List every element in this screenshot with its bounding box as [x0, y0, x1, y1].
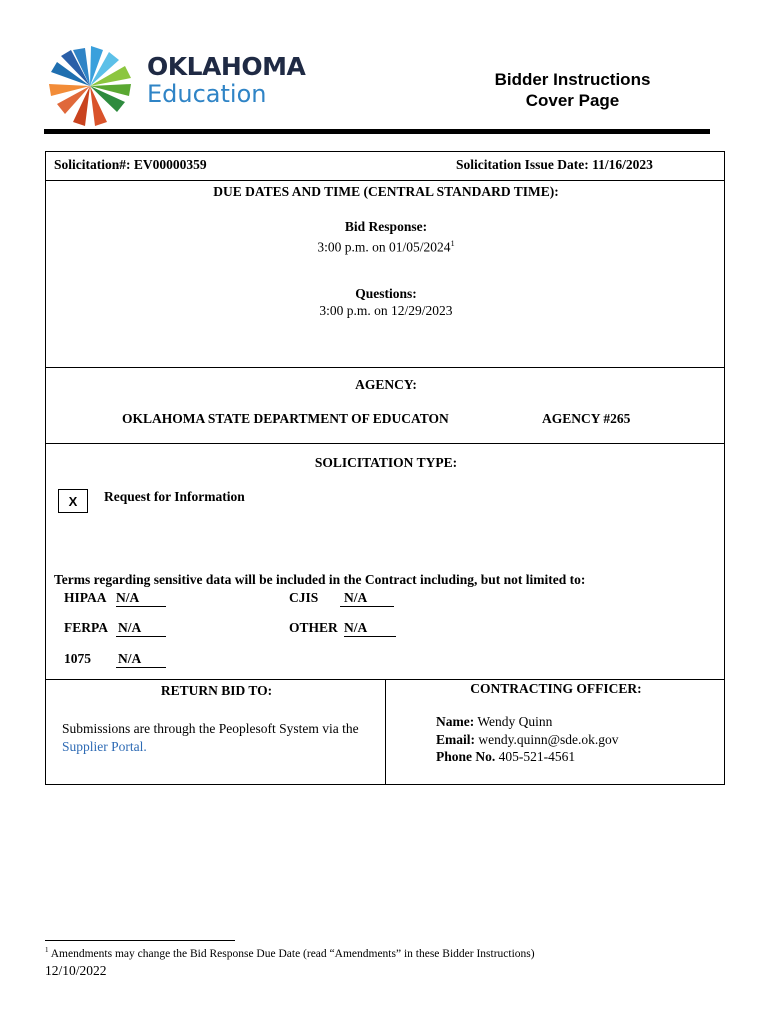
due-dates-section: [45, 180, 725, 368]
officer-email-label: Email:: [436, 732, 475, 747]
solicitation-type-section: [45, 443, 725, 680]
other-label: OTHER: [289, 620, 338, 635]
oklahoma-star-logo-icon: [45, 44, 135, 128]
footnote-text: Amendments may change the Bid Response Due Date (read “Amendments” in these Bidder Instructions): [50, 947, 535, 960]
bid-response-value: [46, 235, 726, 256]
agency-number: AGENCY #265: [542, 411, 631, 426]
ferpa-value: [116, 619, 166, 637]
agency-section: [45, 367, 725, 444]
supplier-portal-link[interactable]: Supplier Portal.: [62, 739, 147, 754]
officer-name-value: Wendy Quinn: [477, 714, 553, 729]
header-rule: [44, 129, 710, 134]
f1075-value-text: N/A: [118, 651, 142, 666]
officer-email-value[interactable]: wendy.quinn@sde.ok.gov: [478, 732, 619, 747]
officer-phone-value: 405-521-4561: [498, 749, 576, 764]
due-dates-heading: DUE DATES AND TIME (CENTRAL STANDARD TIME):: [213, 184, 559, 199]
contracting-officer-heading: CONTRACTING OFFICER:: [470, 681, 642, 696]
bid-response-date: 3:00 p.m. on 01/05/2024: [317, 239, 451, 255]
ferpa-label: FERPA: [64, 620, 108, 635]
other-value: [344, 619, 396, 637]
hipaa-label: HIPAA: [64, 590, 107, 605]
other-value-text: N/A: [344, 620, 368, 635]
solicitation-number: Solicitation#: EV00000359: [54, 157, 207, 172]
solicitation-type-heading: SOLICITATION TYPE:: [314, 455, 458, 470]
officer-phone-label: Phone No.: [436, 749, 496, 764]
officer-name: [436, 713, 552, 730]
f1075-label: 1075: [64, 651, 91, 666]
logo-line1: OKLAHOMA: [147, 52, 306, 81]
cjis-value: [340, 589, 394, 607]
ferpa-value-text: N/A: [118, 620, 142, 635]
hipaa-value-text: N/A: [116, 590, 140, 605]
cjis-label: CJIS: [289, 590, 319, 605]
officer-phone: [436, 748, 575, 765]
return-bid-heading: RETURN BID TO:: [160, 683, 273, 698]
questions-label: Questions:: [355, 286, 417, 301]
contracting-officer-section: [385, 679, 725, 785]
cjis-value-text: N/A: [344, 590, 368, 605]
rfi-checkbox[interactable]: X: [58, 489, 88, 513]
page-title: [470, 69, 675, 111]
hipaa-value: [116, 589, 166, 607]
solicitation-row: [45, 151, 725, 181]
footnote-number: 1: [45, 946, 49, 954]
rfi-label: Request for Information: [104, 489, 245, 504]
logo-line2: Education: [147, 80, 267, 108]
logo: [45, 44, 306, 128]
agency-name: OKLAHOMA STATE DEPARTMENT OF EDUCATON: [122, 411, 449, 426]
title-line1: Bidder Instructions: [494, 70, 651, 89]
solicitation-issue-date: Solicitation Issue Date: 11/16/2023: [456, 157, 653, 172]
agency-heading: AGENCY:: [355, 377, 417, 392]
footer-date: 12/10/2022: [45, 963, 107, 978]
footnote: [45, 946, 535, 960]
sensitive-terms-intro: Terms regarding sensitive data will be included in the Contract including, but not limited to:: [54, 572, 586, 587]
f1075-value: [116, 650, 166, 668]
return-bid-text: Submissions are through the Peoplesoft System via the: [62, 721, 359, 736]
officer-email: [436, 731, 619, 748]
questions-value: 3:00 p.m. on 12/29/2023: [319, 303, 453, 318]
footnote-ref: 1: [450, 239, 455, 248]
bid-response-label: Bid Response:: [344, 219, 428, 234]
title-line2: Cover Page: [525, 91, 620, 110]
footnote-rule: [45, 940, 235, 941]
return-bid-section: [45, 679, 386, 785]
officer-name-label: Name:: [436, 714, 475, 729]
